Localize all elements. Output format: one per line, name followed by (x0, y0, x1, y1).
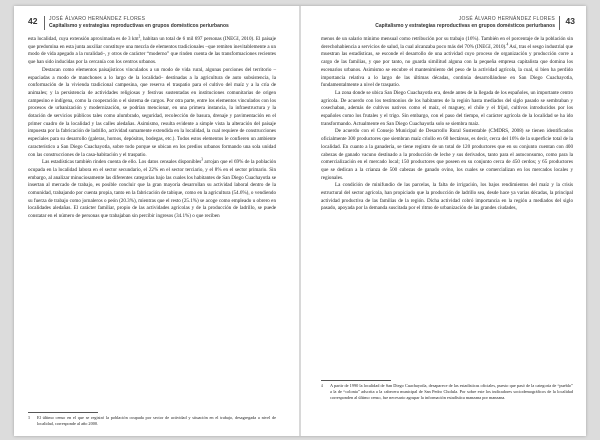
paragraph: La zona donde se ubica San Diego Cuachayotla era, desde antes de la llegada de los españoles, un importante centro agrícola. De acuerdo con los testimonios de los habitantes de la región hasta mediados del siglo pasado se sembraban y cosechaban, además de cultivos nativos como el maíz, el maguey, el chile y el frijol, cultivos introducidos por los españoles como los frutales y el trigo. Sin embargo, con el paso del tiempo, el carácter agrícola de la localidad se ha ido transformando. Actualmente en San Diego Cuachayotla solo se siembra maíz. (321, 89, 573, 127)
paragraph: La condición de minifundio de las parcelas, la falta de irrigación, los bajos rendimientos del maíz y la crisis estructural del sector agrícola, han propiciado que la producción de ladrillo sea, desde hace ya varias décadas, la principal actividad productiva de las familias de la región. Dicha actividad cobró importancia en la región a mediados del siglo pasado, apoyada por la demanda suscitada por el ritmo de urbanización de las grandes ciudades, (321, 182, 573, 212)
body-text-left (28, 36, 276, 221)
right-page (301, 6, 586, 436)
footnote-rule (28, 412, 98, 413)
footnote-mark: 3 (28, 416, 30, 420)
left-page (14, 6, 299, 436)
page-number: 42 (28, 16, 38, 26)
running-header-left (28, 16, 290, 30)
paragraph: esta localidad, cuya extensión aproximada es de 3 $km^2$, habitan un total de 6 mil 697 personas (INEGI, 2010). El paisaje que predomina en esta junta auxiliar constituye una mezcla de elementos tradicionales –que remiten inevitablemente a un modo de vida apegado a la ruralidad–, y otros de carácter “moderno” que rinden cuenta de las transformaciones recientes que han sido inducidas por la cercanía con los centros urbanos. (28, 34, 276, 66)
body-text-right (321, 36, 573, 213)
footnote-rule (321, 380, 391, 381)
header-text (49, 16, 229, 29)
footnote (28, 415, 276, 427)
book-spread (14, 6, 586, 436)
paragraph: Las estadísticas también rinden cuenta de ello. Los datos censales disponibles$^3$ arrojan que el 69% de la población ocupada en la localidad labora en el sector secundario, el 22% en el sector terciario, y el 8% en el sector primario. Sin embargo, al analizar minuciosamente las diferentes categorías bajo las cuales los habitantes de San Diego Cuachayotla se insertan al mercado de trabajo, es posible concluir que la gran mayoría desarrollan su actividad laboral dentro de la comunidad, trabajando por cuenta propia, tanto en la fabricación de tabique, como en la agricultura (54.6%), o vendiendo su fuerza de trabajo como jornaleros o peón (20.3%), mientras que el resto (25.1%) se acoge como empleado u obrero en localidades aledañas. El carácter familiar, propio de las actividades agrícolas y de la producción de ladrillo, se puede constatar en el número de personas que trabajaban sin percibir ingresos (34.1%) o que reciben (28, 157, 276, 220)
header-divider (559, 16, 560, 30)
header-text (375, 16, 555, 29)
header-title: Capitalismo y estrategias reproductivas en grupos domésticos periurbanos (49, 22, 229, 29)
header-divider (44, 16, 45, 30)
footnote-text: El último censo en el que se registró la población ocupada por sector de actividad y situación en el trabajo, desagregada a nivel de localidad, corresponde al año 2000. (37, 415, 276, 426)
paragraph: De acuerdo con el Consejo Municipal de Desarrollo Rural Sustentable (CMDRS, 2008) se tienen identificados oficialmente 300 productores que siembran maíz criollo en 60 hectáreas, es decir, cerca del 16% de la superficie total de la localidad. En cuanto a la ganadería, se tiene registro de un total de 120 productores que en su conjunto cuentan con 400 cabezas de ganado vacuno destinado a la producción de leche y sus derivados, tanto para el autoconsumo, como para la comercialización en el mercado local; 150 productores que poseen en su conjunto cerca de 450 cerdos; y 65 productores que se dedican a la crianza de 500 cabezas de ganado ovino, los cuales se comercializan en los mercados locales y regionales. (321, 128, 573, 181)
footnote-text: A partir de 1990 la localidad de San Diego Cuachayotla, desaparece de las estadísticas oficiales, puesto que pasó de la categoría de “pueblo” a la de “colonia” adscrita a la cabecera municipal de San Pedro Cholula. Por sobre este los indicadores sociodemográficos de la localidad corresponden al último censo, fue necesario agrupar la información estadística manzana por manzana. (330, 383, 573, 400)
header-title: Capitalismo y estrategias reproductivas en grupos domésticos periurbanos (375, 22, 555, 29)
paragraph: menos de un salario mínimo mensual como retribución por su trabajo (16%). También en el porcentaje de la población sin derechohabiencia a servicios de salud, la cual alcanzaba poco más del 70% (INEGI, 2010).$^4$ Así, tras el sesgo industrial que muestran las estadísticas, se esconde el desarrollo de una actividad cuyo proceso de organización y producción corre a cargo de las familias, y que por tanto, no guarda similitud alguna con la pequeña empresa capitalista que domina los escenarios urbanos. Asimismo se encubre el mantenimiento del peso de la actividad agrícola, la cual, si bien ha perdido importancia relativa a lo largo de las últimas décadas, continúa desarrollándose en San Diego Cuachayotla, fundamentalmente a nivel de traspatio. (321, 36, 574, 89)
header-author: JOSÉ ÁLVARO HERNÁNDEZ FLORES (49, 16, 146, 22)
footnote-mark: 4 (321, 384, 323, 388)
running-header-right (313, 16, 575, 30)
header-author: JOSÉ ÁLVARO HERNÁNDEZ FLORES (458, 16, 555, 22)
paragraph: Destacan como elementos paisajísticos vinculados a un modo de vida rural, algunas porciones del territorio –espaciadas a modo de manchones a lo largo de la localidad– destinadas a la agricultura de auto subsistencia, la conformación de la vivienda tradicional campesina, que reserva el traspatio para el cultivo del maíz y a la cría de animales; y la persistencia de actividades religiosas y festivas sustentadas en instituciones comunitarias de origen campesino e indígena, como la cooperación o el sistema de cargos. Por otra parte, entre los elementos vinculados con los procesos de urbanización y modernización, se podrían mencionar, en una primera instancia, la infraestructura y la dotación de servicios públicos tales como alumbrado, seguridad, recolección de basura, drenaje y pavimentación en el primer cuadro de la localidad y las calles aledañas. Asimismo, resulta evidente a simple vista la alteración del paisaje impuesta por la fabricación de ladrillo, actividad sumamente extendida en la localidad, la cual requiere de construcciones especiales para su desarrollo (galeras, hornos, depósitos, bodegas, etc.). Todos estos elementos le confieren un ambiente característico a San Diego Cuachayotla, sobre todo porque se ubican en los predios urbanos formando una sola unidad con las construcciones de la casa-habitación y el traspatio. (28, 66, 276, 158)
footnote-ref: 3 (201, 157, 204, 162)
footnote (321, 383, 573, 401)
footnote-ref: 4 (506, 42, 509, 47)
page-number: 43 (565, 16, 575, 26)
